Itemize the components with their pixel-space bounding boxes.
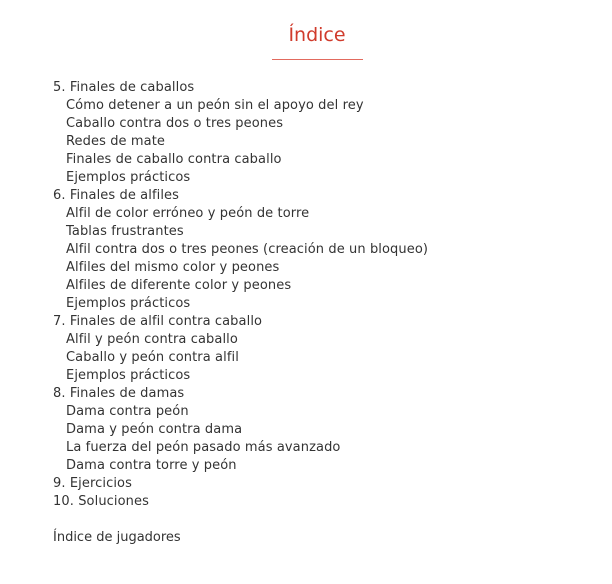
toc-section[interactable]: Dama contra peón	[66, 404, 189, 419]
toc-chapter[interactable]: 8. Finales de damas	[53, 386, 185, 401]
toc-section[interactable]: Ejemplos prácticos	[66, 296, 191, 311]
title-block	[0, 22, 612, 60]
toc-section[interactable]: Alfiles del mismo color y peones	[66, 260, 280, 275]
toc-chapter[interactable]: 7. Finales de alfil contra caballo	[53, 314, 263, 329]
table-of-contents	[53, 79, 428, 511]
toc-section[interactable]: Alfil de color erróneo y peón de torre	[66, 206, 310, 221]
toc-chapter[interactable]: 10. Soluciones	[53, 494, 149, 509]
toc-section[interactable]: Alfiles de diferente color y peones	[66, 278, 292, 293]
toc-item-player-index[interactable]: Índice de jugadores	[53, 530, 181, 545]
toc-chapter[interactable]: 9. Ejercicios	[53, 476, 132, 491]
toc-section[interactable]: Finales de caballo contra caballo	[66, 152, 282, 167]
page-title: Índice	[288, 24, 346, 46]
toc-section[interactable]: Cómo detener a un peón sin el apoyo del rey	[66, 98, 364, 113]
title-underline	[272, 59, 363, 60]
toc-section[interactable]: Caballo y peón contra alfil	[66, 350, 239, 365]
toc-section[interactable]: Dama contra torre y peón	[66, 458, 237, 473]
toc-section[interactable]: Tablas frustrantes	[66, 224, 184, 239]
toc-section[interactable]: Alfil y peón contra caballo	[66, 332, 238, 347]
toc-section[interactable]: Redes de mate	[66, 134, 166, 149]
toc-chapter[interactable]: 5. Finales de caballos	[53, 80, 195, 95]
toc-section[interactable]: La fuerza del peón pasado más avanzado	[66, 440, 341, 455]
toc-section[interactable]: Dama y peón contra dama	[66, 422, 243, 437]
toc-chapter[interactable]: 6. Finales de alfiles	[53, 188, 180, 203]
toc-section[interactable]: Caballo contra dos o tres peones	[66, 116, 284, 131]
toc-section[interactable]: Ejemplos prácticos	[66, 170, 191, 185]
toc-section[interactable]: Ejemplos prácticos	[66, 368, 191, 383]
toc-section[interactable]: Alfil contra dos o tres peones (creación de un bloqueo)	[66, 242, 429, 257]
